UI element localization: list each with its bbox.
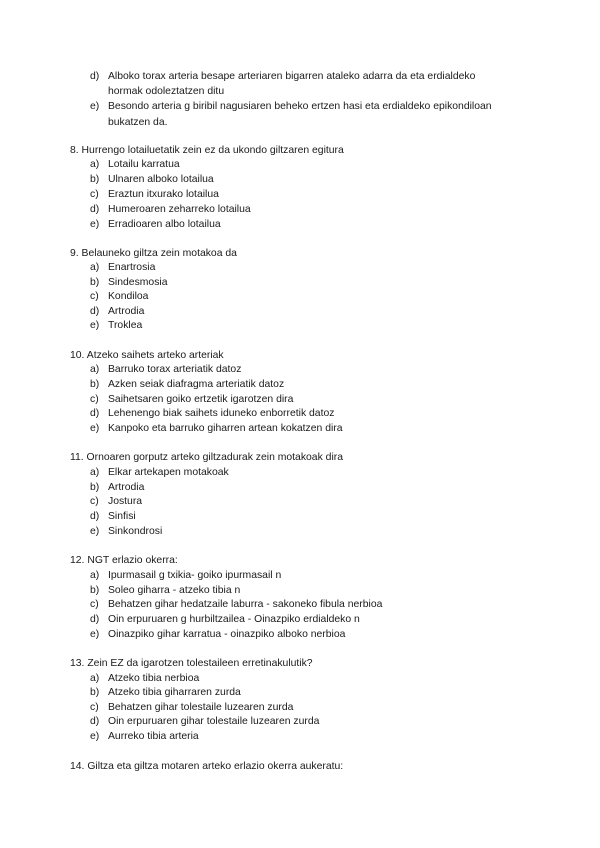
option-letter: a): [90, 467, 100, 478]
option-letter: d): [90, 71, 100, 82]
option-letter: e): [90, 629, 100, 640]
option-text: Barruko torax arteriatik datoz: [108, 364, 242, 375]
option-letter: b): [90, 687, 100, 698]
option-letter: c): [90, 189, 99, 200]
option-text: Lehenengo biak saihets iduneko enborretik datoz: [108, 408, 335, 419]
option-text: Enartrosia: [108, 262, 156, 273]
option-text: Behatzen gihar hedatzaile laburra - sakoneko fibula nerbioa: [108, 599, 383, 610]
option-text: Atzeko tibia giharraren zurda: [108, 687, 241, 698]
question-13-title: 13. Zein EZ da igarotzen tolestaileen erretinakulutik?: [70, 658, 313, 669]
question-9-title: 9. Belauneko giltza zein motakoa da: [70, 248, 237, 259]
option-letter: e): [90, 526, 100, 537]
question-14-title: 14. Giltza eta giltza motaren arteko erlazio okerra aukeratu:: [70, 761, 344, 772]
option-text: Eraztun itxurako lotailua: [108, 189, 219, 200]
option-letter: e): [90, 731, 100, 742]
option-letter: a): [90, 159, 100, 170]
option-text: Saihetsaren goiko ertzetik igarotzen dira: [108, 394, 294, 405]
option-text: Artrodia: [108, 482, 145, 493]
option-text: Jostura: [108, 496, 143, 507]
option-letter: c): [90, 496, 99, 507]
option-text: Aurreko tibia arteria: [108, 731, 199, 742]
option-letter: d): [90, 204, 100, 215]
option-letter: e): [90, 423, 100, 434]
option-text: Oin erpuruaren g hurbiltzailea - Oinazpiko erdialdeko n: [108, 614, 360, 625]
option-letter: b): [90, 482, 100, 493]
option-text: Oinazpiko gihar karratua - oinazpiko alboko nerbioa: [108, 629, 346, 640]
option-letter: d): [90, 511, 100, 522]
option-letter: b): [90, 379, 100, 390]
option-text: Atzeko tibia nerbioa: [108, 673, 200, 684]
option-text: Azken seiak diafragma arteriatik datoz: [108, 379, 285, 390]
carryover-option-e-continuation: bukatzen da.: [108, 117, 168, 128]
option-letter: c): [90, 394, 99, 405]
carryover-option-d-continuation: hormak odoleztatzen ditu: [108, 86, 225, 97]
option-letter: a): [90, 364, 100, 375]
option-letter: e): [90, 219, 100, 230]
option-letter: e): [90, 320, 100, 331]
question-10-title: 10. Atzeko saihets arteko arteriak: [70, 350, 224, 361]
option-letter: c): [90, 291, 99, 302]
option-text: Kondiloa: [108, 291, 149, 302]
option-text: Oin erpuruaren gihar tolestaile luzearen zurda: [108, 716, 320, 727]
option-text: Ulnaren alboko lotailua: [108, 174, 214, 185]
option-text: Soleo giharra - atzeko tibia n: [108, 585, 241, 596]
option-letter: a): [90, 673, 100, 684]
option-text: Sinfisi: [108, 511, 136, 522]
question-12-title: 12. NGT erlazio okerra:: [70, 555, 178, 566]
option-text: Alboko torax arteria besape arteriaren bigarren ataleko adarra da eta erdialdeko: [108, 71, 476, 82]
option-text: Kanpoko eta barruko giharren artean kokatzen dira: [108, 423, 343, 434]
option-letter: e): [90, 101, 100, 112]
option-text: Humeroaren zeharreko lotailua: [108, 204, 251, 215]
option-letter: d): [90, 408, 100, 419]
option-text: Erradioaren albo lotailua: [108, 219, 221, 230]
option-text: Sinkondrosi: [108, 526, 163, 537]
option-text: Besondo arteria g biribil nagusiaren beheko ertzen hasi eta erdialdeko epikondiloan: [108, 101, 492, 112]
option-text: Ipurmasail g txikia- goiko ipurmasail n: [108, 570, 282, 581]
option-text: Elkar artekapen motakoak: [108, 467, 229, 478]
option-letter: a): [90, 262, 100, 273]
option-letter: a): [90, 570, 100, 581]
option-letter: c): [90, 599, 99, 610]
option-letter: d): [90, 614, 100, 625]
option-letter: c): [90, 702, 99, 713]
option-text: Sindesmosia: [108, 277, 168, 288]
option-text: Lotailu karratua: [108, 159, 180, 170]
option-letter: d): [90, 716, 100, 727]
question-8-title: 8. Hurrengo lotailuetatik zein ez da ukondo giltzaren egitura: [70, 145, 344, 156]
question-11-title: 11. Ornoaren gorputz arteko giltzadurak zein motakoak dira: [70, 452, 343, 463]
option-letter: d): [90, 306, 100, 317]
option-letter: b): [90, 174, 100, 185]
option-letter: b): [90, 277, 100, 288]
option-text: Behatzen gihar tolestaile luzearen zurda: [108, 702, 294, 713]
option-text: Troklea: [108, 320, 143, 331]
option-letter: b): [90, 585, 100, 596]
option-text: Artrodia: [108, 306, 145, 317]
